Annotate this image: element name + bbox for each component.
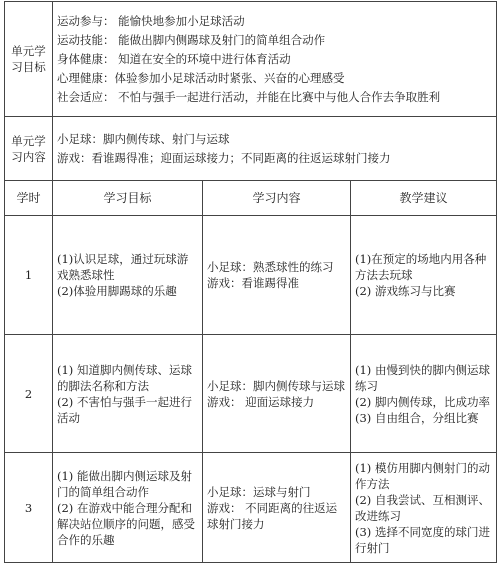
period-cell: 2 — [5, 335, 53, 453]
header-goals: 学习目标 — [53, 181, 203, 216]
objectives-cell — [53, 2, 497, 117]
suggest-cell — [351, 216, 497, 335]
suggest-item: (2) 脚内侧传球，比成功率 — [355, 394, 490, 409]
content-label-line1: 单元学 — [11, 133, 46, 148]
content-label — [5, 117, 53, 181]
table-row — [5, 453, 497, 563]
objective-line: 运动技能： 能做出脚内侧踢球及射门的简单组合动作 — [57, 33, 326, 47]
content-item: 游戏：看谁踢得准 — [207, 276, 299, 290]
content-item: 游戏： 迎面运球接力 — [207, 394, 315, 409]
header-suggest: 教学建议 — [351, 181, 497, 216]
objective-line: 运动参与： 能愉快地参加小足球活动 — [57, 14, 245, 28]
objectives-label-line2: 习目标 — [11, 60, 46, 74]
content-item-cell — [203, 335, 351, 453]
content-item: 小足球：运球与射门 — [207, 484, 311, 499]
objective-line: 心理健康：体验参加小足球活动时紧张、兴奋的心理感受 — [57, 71, 345, 85]
suggest-item: (3) 自由组合，分组比赛 — [355, 410, 479, 425]
content-line: 小足球：脚内侧传球、射门与运球 — [57, 131, 230, 146]
content-line: 游戏：看谁踢得准；迎面运球接力；不同距离的往返运球射门接力 — [57, 150, 391, 165]
content-item: 小足球：脚内侧传球与运球 — [207, 378, 345, 393]
table-row — [5, 335, 497, 453]
content-item-cell — [203, 453, 351, 563]
suggest-item: (1) 模仿用脚内侧射门的动作方法 — [355, 460, 490, 491]
goals-cell — [53, 335, 203, 453]
goal-item: (2) 不害怕与强手一起进行活动 — [57, 394, 192, 425]
suggest-item: (3) 选择不同宽度的球门进行射门 — [355, 524, 490, 555]
table-header-row — [5, 181, 497, 216]
objective-line: 社会适应： 不怕与强手一起进行活动，并能在比赛中与他人合作去争取胜利 — [57, 90, 441, 104]
suggest-cell — [351, 453, 497, 563]
suggest-item: (1) 由慢到快的脚内侧运球练习 — [355, 362, 490, 393]
content-label-line2: 习内容 — [11, 149, 46, 164]
objective-line: 身体健康： 知道在安全的环境中进行体育活动 — [57, 52, 291, 66]
objectives-row — [5, 2, 497, 117]
goal-item: (1) 能做出脚内侧运球及射门的简单组合动作 — [57, 468, 192, 499]
lesson-plan-table — [4, 1, 497, 563]
goal-item: (1)认识足球，通过玩球游戏熟悉球性 — [57, 252, 189, 282]
content-item: 游戏： 不同距离的往返运球射门接力 — [207, 500, 338, 531]
header-content: 学习内容 — [203, 181, 351, 216]
header-period: 学时 — [5, 181, 53, 216]
goal-item: (2) 在游戏中能合理分配和解决站位顺序的问题，感受合作的乐趣 — [57, 500, 195, 547]
suggest-item: (1)在预定的场地内用各种方法去玩球 — [355, 252, 487, 282]
objectives-label-line1: 单元学 — [11, 44, 46, 58]
goal-item: (1) 知道脚内侧传球、运球的脚法名称和方法 — [57, 362, 192, 393]
goals-cell — [53, 453, 203, 563]
goals-cell — [53, 216, 203, 335]
period-cell: 1 — [5, 216, 53, 335]
content-item-cell — [203, 216, 351, 335]
period-cell: 3 — [5, 453, 53, 563]
content-row — [5, 117, 497, 181]
suggest-item: (2) 游戏练习与比赛 — [355, 284, 456, 298]
table-row — [5, 216, 497, 335]
objectives-label — [5, 2, 53, 117]
suggest-item: (2) 自我尝试、互相测评、改进练习 — [355, 492, 490, 523]
content-cell — [53, 117, 497, 181]
content-item: 小足球：熟悉球性的练习 — [207, 260, 334, 274]
suggest-cell — [351, 335, 497, 453]
goal-item: (2)体验用脚踢球的乐趣 — [57, 284, 177, 298]
